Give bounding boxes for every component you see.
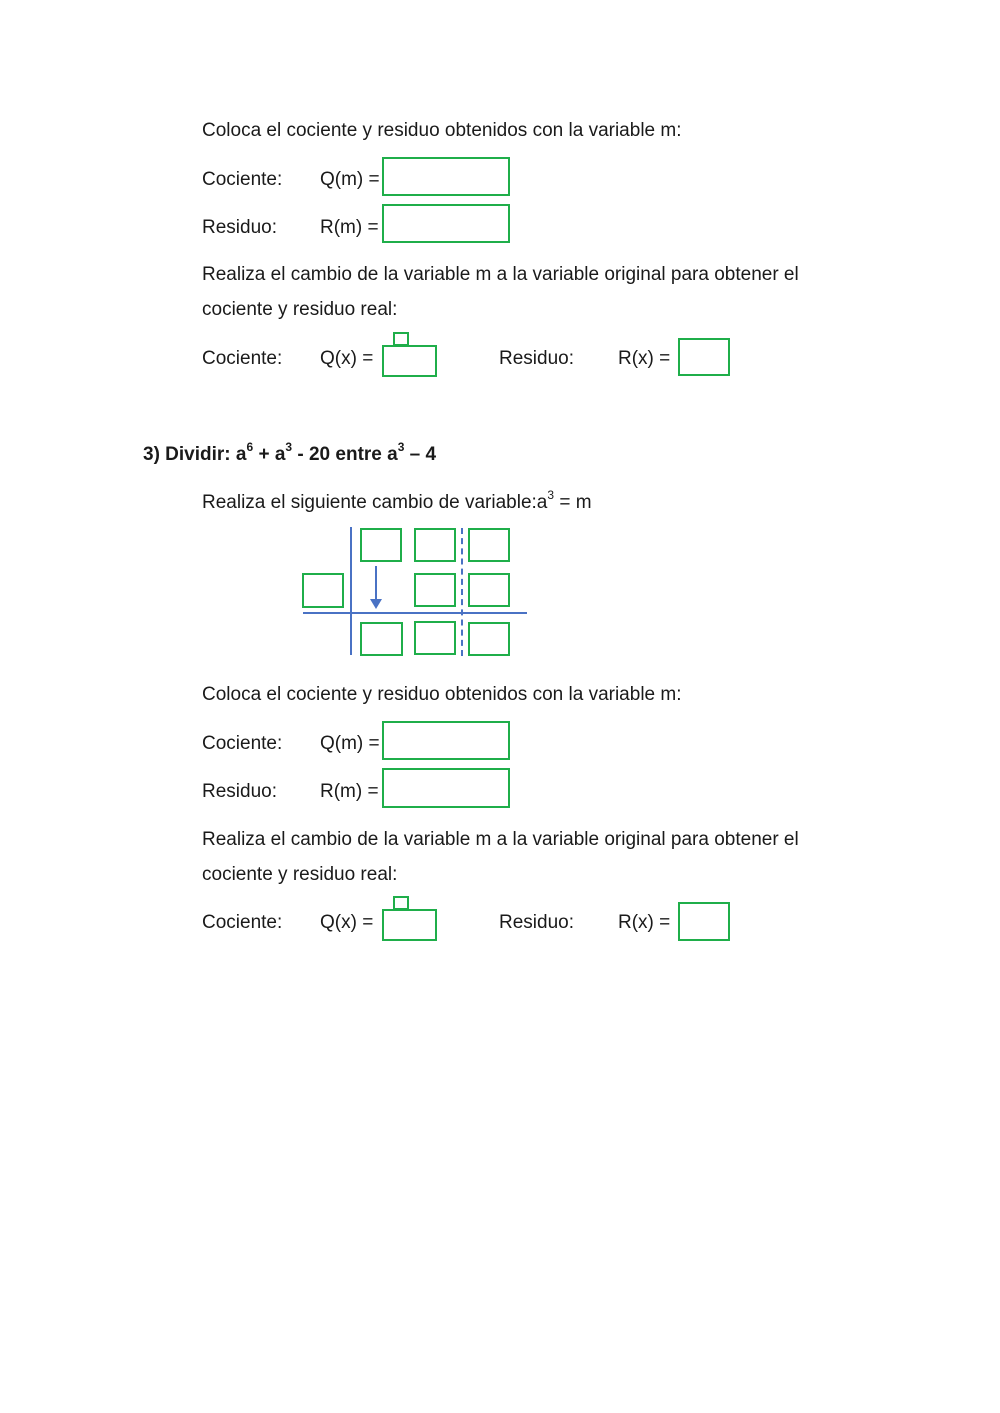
qx-label: Q(x) = xyxy=(320,912,374,933)
cociente-label: Cociente: xyxy=(202,912,283,933)
result-input-3[interactable] xyxy=(468,622,510,656)
coefficient-input-2[interactable] xyxy=(414,528,456,562)
result-input-2[interactable] xyxy=(414,621,456,655)
product-input-1[interactable] xyxy=(414,573,456,607)
qm-label: Q(m) = xyxy=(320,169,380,190)
change-text-line2: cociente y residuo real: xyxy=(202,864,398,885)
rx-label: R(x) = xyxy=(618,912,671,933)
result-input-1[interactable] xyxy=(360,622,403,656)
rx-input[interactable] xyxy=(678,338,730,376)
qx-label: Q(x) = xyxy=(320,348,374,369)
change-text-line1: Realiza el cambio de la variable m a la variable original para obtener el xyxy=(202,264,799,285)
coefficient-input-1[interactable] xyxy=(360,528,402,562)
qx-exponent-input[interactable] xyxy=(393,332,409,346)
remainder-dashed-line xyxy=(461,528,463,656)
variable-change-text: Realiza el siguiente cambio de $variable:a^3 = m$ xyxy=(202,487,592,513)
qx-exponent-input[interactable] xyxy=(393,896,409,910)
qx-input[interactable] xyxy=(382,345,437,377)
product-input-2[interactable] xyxy=(468,573,510,607)
change-text-line1: Realiza el cambio de la variable m a la variable original para obtener el xyxy=(202,829,799,850)
rx-input[interactable] xyxy=(678,902,730,941)
change-text-line2: cociente y residuo real: xyxy=(202,299,398,320)
cociente-label: Cociente: xyxy=(202,169,283,190)
residuo-label: Residuo: xyxy=(499,348,574,369)
qm-label: Q(m) = xyxy=(320,733,380,754)
rm-label: R(m) = xyxy=(320,781,379,802)
rx-label: R(x) = xyxy=(618,348,671,369)
coefficient-input-3[interactable] xyxy=(468,528,510,562)
instruction-text: Coloca el cociente y residuo obtenidos con la variable m: xyxy=(202,120,682,141)
rm-label: R(m) = xyxy=(320,217,379,238)
residuo-label: Residuo: xyxy=(202,781,277,802)
qx-input[interactable] xyxy=(382,909,437,941)
residuo-label: Residuo: xyxy=(202,217,277,238)
down-arrow-icon xyxy=(369,566,383,610)
rm-input[interactable] xyxy=(382,768,510,808)
divisor-root-input[interactable] xyxy=(302,573,344,608)
instruction-text: Coloca el cociente y residuo obtenidos con la variable m: xyxy=(202,684,682,705)
rm-input[interactable] xyxy=(382,204,510,243)
divider-horizontal-line xyxy=(303,612,527,614)
cociente-label: Cociente: xyxy=(202,733,283,754)
residuo-label: Residuo: xyxy=(499,912,574,933)
problem-title: 3) Dividir: $a^6 + a^3 - 20$ entre $a^3 - 4$ xyxy=(143,439,437,465)
divider-vertical-line xyxy=(350,527,352,655)
cociente-label: Cociente: xyxy=(202,348,283,369)
qm-input[interactable] xyxy=(382,157,510,196)
qm-input[interactable] xyxy=(382,721,510,760)
